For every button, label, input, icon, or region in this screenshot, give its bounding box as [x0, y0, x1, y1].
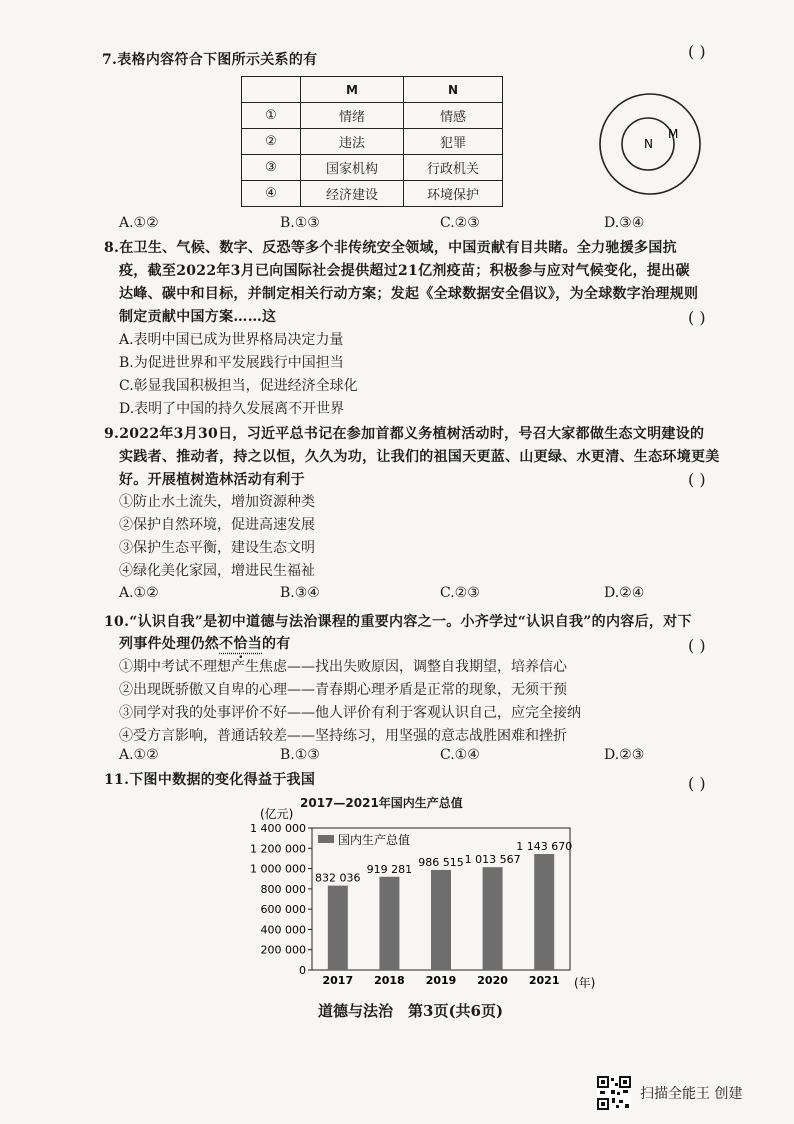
table-header-n: N [404, 77, 503, 103]
table-row: ② 违法 犯罪 [242, 129, 503, 155]
x-tick-label: 2020 [477, 974, 508, 987]
q10-item: ④受方言影响，普通话较差——坚持练习，用坚强的意志战胜困难和挫折 [119, 728, 567, 744]
q8-stem-line: 8.在卫生、气候、数字、反恐等多个非传统安全领域，中国贡献有目共睹。全力驰援多国抗 [104, 240, 677, 256]
q9-option-c: C.②③ [440, 585, 480, 601]
data-label: 919 281 [366, 862, 413, 876]
chart-title: 2017—2021年国内生产总值 [300, 796, 463, 810]
q8-option-d: D.表明了中国的持久发展离不开世界 [119, 401, 345, 417]
q9-item: ①防止水土流失，增加资源种类 [119, 494, 315, 510]
q7-option-c: C.②③ [440, 215, 480, 231]
q8-stem-line: 达峰、碳中和目标，并制定相关行动方案；发起《全球数据安全倡议》，为全球数字治理规则 [119, 286, 699, 302]
y-tick-label: 1 000 000 [250, 862, 306, 876]
y-tick-label: 0 [299, 964, 306, 977]
y-axis-unit: (亿元) [260, 807, 294, 821]
table-row: ① 情绪 情感 [242, 103, 503, 129]
q8-option-a: A.表明中国已成为世界格局决定力量 [119, 332, 344, 348]
q8-stem-line: 制定贡献中国方案……这 [119, 309, 277, 325]
q8-answer-paren: ( ) [688, 308, 706, 327]
bar-2018 [379, 877, 399, 970]
bar-2019 [431, 870, 451, 970]
q9-stem-line: 实践者、推动者，持之以恒，久久为功，让我们的祖国天更蓝、山更绿、水更清、生态环境更美 [119, 449, 720, 465]
q8-option-c: C.彰显我国积极担当，促进经济全球化 [119, 378, 358, 394]
bar-2020 [483, 867, 503, 970]
q10-stem-line: 10.“认识自我”是初中道德与法治课程的重要内容之一。小齐学过“认识自我”的内容后，对下 [104, 614, 692, 630]
y-tick-label: 1 400 000 [250, 822, 306, 835]
data-label: 986 515 [418, 855, 464, 869]
q7-answer-paren: ( ) [688, 42, 706, 61]
q7-option-b: B.①③ [280, 215, 320, 231]
table-row: ④ 经济建设 环境保护 [242, 181, 503, 207]
chart-legend [318, 832, 410, 847]
q11-answer-paren: ( ) [688, 774, 706, 793]
legend-label: 国内生产总值 [338, 833, 411, 847]
q9-option-d: D.②④ [604, 585, 645, 601]
q8-option-b: B.为促进世界和平发展践行中国担当 [119, 355, 344, 371]
x-axis-unit: (年) [574, 976, 596, 990]
q9-item: ③保护生态平衡，建设生态文明 [119, 540, 315, 556]
q9-item: ④绿化美化家园，增进民生福祉 [119, 563, 315, 579]
q10-option-a: A.①② [119, 747, 159, 763]
q10-answer-paren: ( ) [688, 636, 706, 655]
q10-option-b: B.①③ [280, 747, 320, 763]
q9-stem-line: 好。开展植树造林活动有利于 [119, 472, 305, 488]
table-header-m: M [301, 77, 404, 103]
x-tick-label: 2019 [425, 974, 457, 987]
q10-option-c: C.①④ [440, 747, 480, 763]
table-row: ③ 国家机构 行政机关 [242, 155, 503, 181]
data-label: 1 143 670 [516, 839, 573, 853]
q10-option-d: D.②③ [604, 747, 645, 763]
q9-stem-line: 9.2022年3月30日，习近平总书记在参加首都义务植树活动时，号召大家都做生态文明建设的 [104, 426, 705, 442]
gdp-bar-chart [240, 798, 620, 994]
bar-2017 [328, 886, 348, 970]
y-tick-label: 400 000 [260, 923, 306, 937]
y-tick-label: 800 000 [260, 882, 306, 896]
q7-stem: 7.表格内容符合下图所示关系的有 [102, 52, 318, 68]
q10-item: ①期中考试不理想产生焦虑——找出失败原因，调整自我期望，培养信心 [119, 659, 567, 675]
legend-swatch [318, 835, 334, 843]
q11-stem: 11.下图中数据的变化得益于我国 [104, 772, 316, 788]
scanner-watermark: 扫描全能王 创建 [640, 1086, 743, 1102]
diagram-label-m: M [668, 127, 679, 141]
qr-code-icon [597, 1076, 631, 1110]
data-label: 1 013 567 [464, 853, 521, 867]
q8-stem-line: 疫，截至2022年3月已向国际社会提供超过21亿剂疫苗；积极参与应对气候变化，提出碳 [119, 263, 690, 279]
q7-venn-diagram [596, 90, 706, 200]
y-tick-label: 200 000 [260, 943, 306, 957]
page-footer: 道德与法治 第3页(共6页) [318, 1002, 504, 1020]
q10-item: ②出现既骄傲又自卑的心理——青春期心理矛盾是正常的现象，无须干预 [119, 682, 567, 698]
q7-option-d: D.③④ [604, 215, 645, 231]
q9-option-b: B.③④ [280, 585, 320, 601]
q9-item: ②保护自然环境，促进高速发展 [119, 517, 315, 533]
q10-item: ③同学对我的处事评价不好——他人评价有利于客观认识自己，应完全接纳 [119, 705, 581, 721]
q9-answer-paren: ( ) [688, 470, 706, 489]
x-tick-label: 2017 [322, 974, 354, 987]
data-label: 832 036 [315, 871, 361, 885]
q7-option-a: A.①② [119, 215, 159, 231]
x-tick-label: 2018 [374, 974, 405, 987]
x-tick-label: 2021 [528, 974, 560, 987]
q7-relation-table [241, 76, 503, 207]
y-tick-label: 600 000 [260, 903, 306, 917]
q10-stem-line-2: 列事件处理仍然不恰当的有 [119, 636, 291, 652]
q9-option-a: A.①② [119, 585, 159, 601]
diagram-label-n: N [644, 137, 653, 151]
emphasis-text: 不恰当 [219, 636, 263, 652]
bar-2021 [534, 854, 554, 970]
y-tick-label: 1 200 000 [250, 842, 306, 856]
